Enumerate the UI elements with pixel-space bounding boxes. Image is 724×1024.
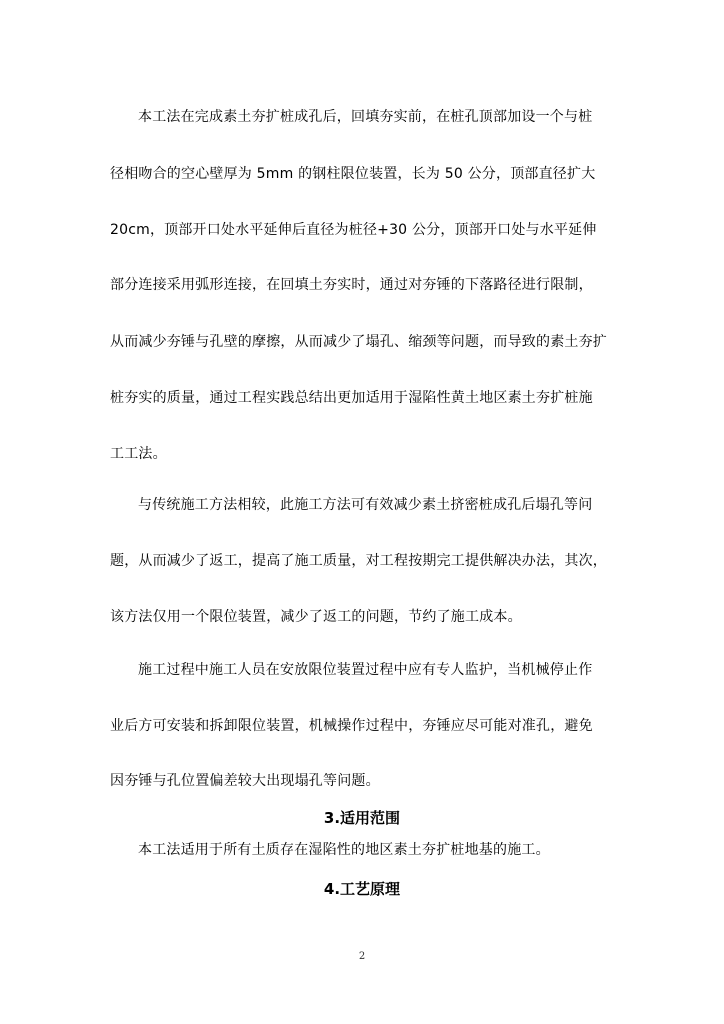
page-number: 2 [358,951,366,962]
paragraph-line: 与传统施工方法相较，此施工方法可有效减少素土挤密桩成孔后塌孔等问 [138,497,593,513]
paragraph-line: 本工法在完成素土夯扩桩成孔后，回填夯实前，在桩孔顶部加设一个与桩 [138,109,593,125]
paragraph-line: 业后方可安装和拆卸限位装置，机械操作过程中，夯锤应尽可能对准孔，避免 [110,718,593,734]
paragraph-line: 部分连接采用弧形连接，在回填土夯实时，通过对夯锤的下落路径进行限制， [110,277,593,293]
paragraph-line: 题，从而减少了返工，提高了施工质量，对工程按期完工提供解决办法，其次， [110,553,607,569]
paragraph-line: 该方法仅用一个限位装置，减少了返工的问题，节约了施工成本。 [110,609,522,625]
section-heading-principle: 4.工艺原理 [323,880,401,898]
paragraph-line: 施工过程中施工人员在安放限位装置过程中应有专人监护，当机械停止作 [138,662,593,678]
paragraph-line: 20cm，顶部开口处水平延伸后直径为桩径+30 公分，顶部开口处与水平延伸 [110,222,597,238]
paragraph-line: 桩夯实的质量，通过工程实践总结出更加适用于湿陷性黄土地区素土夯扩桩施 [110,390,593,406]
paragraph-line: 本工法适用于所有土质存在湿陷性的地区素土夯扩桩地基的施工。 [138,842,550,858]
paragraph-line: 工工法。 [110,446,167,462]
paragraph-line: 从而减少夯锤与孔壁的摩擦，从而减少了塌孔、缩颈等问题，而导致的素土夯扩 [110,334,607,350]
paragraph-line: 因夯锤与孔位置偏差较大出现塌孔等问题。 [110,773,380,789]
paragraph-line: 径相吻合的空心壁厚为 5mm 的钢柱限位装置，长为 50 公分，顶部直径扩大 [110,166,596,182]
section-heading-scope: 3.适用范围 [323,809,401,827]
